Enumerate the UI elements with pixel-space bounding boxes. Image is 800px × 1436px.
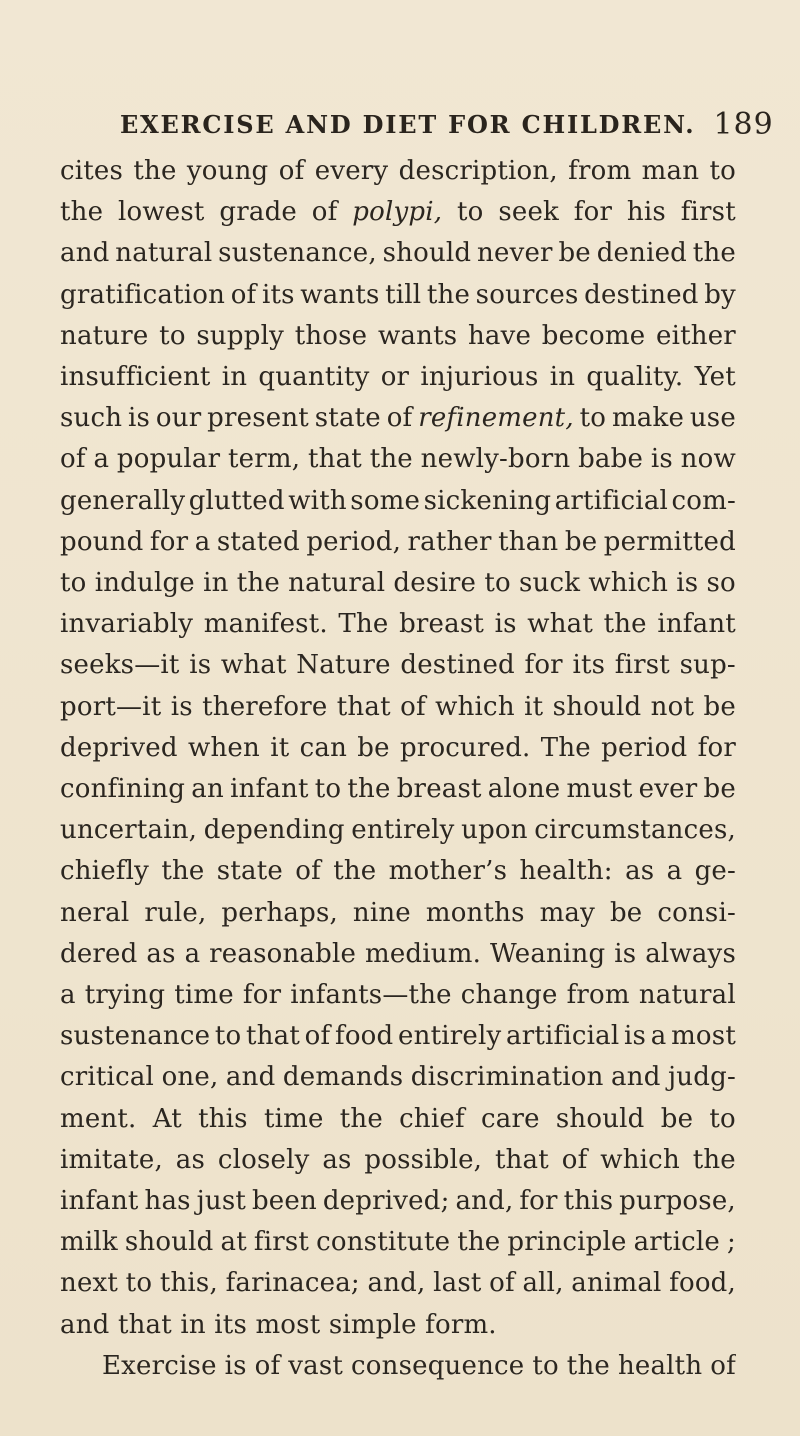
text-word: demands	[282, 1062, 404, 1093]
text-word: mother’s	[388, 856, 508, 887]
text-word: deprived	[60, 732, 178, 763]
text-word: At	[152, 1103, 182, 1134]
text-word: natural	[115, 238, 213, 269]
text-word: to	[214, 1021, 242, 1052]
text-word: time	[174, 980, 234, 1010]
text-word: supply	[196, 320, 284, 351]
text-word: so	[706, 568, 736, 598]
text-word: should	[382, 238, 472, 269]
text-word: first	[614, 650, 670, 681]
text-line	[60, 521, 736, 563]
text-word: have	[467, 320, 532, 351]
text-word: care	[480, 1103, 540, 1134]
text-word: article	[633, 1227, 720, 1258]
text-word: cites	[60, 156, 124, 186]
text-word: when	[188, 732, 260, 763]
text-word: to	[457, 197, 484, 228]
text-word: consi-	[657, 897, 736, 928]
text-word: to	[579, 403, 607, 434]
text-word: dered	[60, 938, 138, 969]
text-word: popular	[116, 444, 221, 475]
text-line	[60, 1221, 736, 1263]
text-word: last	[433, 1268, 482, 1299]
text-word: breast	[396, 774, 482, 804]
text-word: term,	[228, 444, 301, 475]
text-word: circumstances,	[534, 815, 736, 846]
text-line	[60, 397, 736, 439]
text-word: neral	[60, 897, 130, 928]
text-word: that	[246, 1021, 300, 1052]
text-word: in	[221, 362, 248, 392]
text-word: a	[60, 980, 76, 1010]
text-word: be	[703, 691, 736, 722]
text-word: the	[692, 1144, 736, 1175]
text-word: vast	[288, 1350, 344, 1381]
text-word: what	[527, 609, 593, 640]
text-word: at	[220, 1227, 247, 1258]
text-word: for	[242, 980, 282, 1010]
text-word: wants	[300, 279, 380, 310]
text-word: ge-	[694, 856, 736, 887]
text-word: perhaps,	[221, 897, 338, 928]
text-word: the	[603, 609, 647, 640]
text-word: of	[304, 1021, 331, 1052]
text-line: and that in its most simple form.	[60, 1309, 497, 1340]
text-word: next	[60, 1268, 119, 1299]
text-line	[60, 1056, 736, 1098]
text-word: to	[159, 320, 186, 351]
text-line	[60, 850, 736, 892]
text-line	[60, 1098, 736, 1140]
text-word: that	[494, 1144, 549, 1175]
text-word: indulge	[94, 568, 195, 598]
text-word: for	[697, 732, 736, 763]
text-word: closely	[217, 1144, 310, 1175]
text-word: or	[380, 362, 410, 392]
text-word: food	[335, 1021, 394, 1052]
text-word: should	[555, 1103, 645, 1134]
text-word: infant	[60, 1186, 139, 1216]
text-word: of	[230, 279, 257, 310]
text-word: nine	[352, 897, 411, 928]
text-word: critical	[60, 1062, 155, 1093]
text-word: young	[186, 156, 269, 186]
text-word: entirely	[398, 1021, 502, 1052]
text-word: to	[709, 156, 736, 186]
text-word: is	[494, 609, 517, 640]
text-line	[60, 150, 736, 192]
text-line	[60, 686, 736, 728]
text-word: injurious	[420, 362, 539, 392]
text-word: with	[288, 485, 347, 516]
text-word: seek	[498, 197, 559, 228]
text-word: natural	[638, 980, 736, 1010]
text-word: for	[524, 650, 563, 681]
text-word: procured.	[399, 732, 531, 763]
text-word: permitted	[603, 526, 736, 557]
text-line	[60, 480, 736, 522]
text-word: of	[254, 1350, 281, 1381]
text-word: imitate,	[60, 1144, 163, 1175]
text-word: of	[60, 444, 86, 475]
text-line	[60, 1139, 736, 1181]
text-word: purpose,	[619, 1186, 736, 1216]
text-word: farinacea;	[225, 1268, 360, 1299]
text-word: a	[93, 444, 110, 475]
text-word: should	[552, 691, 642, 722]
text-line	[60, 768, 736, 810]
text-word: denied	[596, 238, 688, 269]
text-word: medium.	[364, 938, 482, 969]
text-line	[102, 1345, 736, 1387]
text-word: possible,	[364, 1144, 483, 1175]
text-word: to	[532, 1350, 559, 1381]
text-word: ever	[638, 774, 698, 804]
text-word: the	[457, 1227, 501, 1258]
text-word: the	[161, 856, 205, 887]
text-word: animal	[571, 1268, 662, 1299]
text-word: be	[703, 774, 736, 804]
text-word: from	[566, 980, 630, 1010]
text-word: ment.	[60, 1103, 137, 1134]
text-word: Weaning	[489, 938, 606, 969]
text-word: health	[617, 1350, 703, 1381]
text-word: principle	[507, 1227, 627, 1258]
text-word: such	[60, 403, 123, 434]
text-word: which	[588, 568, 669, 598]
text-word: depending	[203, 815, 345, 846]
text-word: months	[425, 897, 525, 928]
text-word: upon	[461, 815, 528, 846]
text-word: manifest.	[203, 609, 328, 640]
text-word: is	[224, 1350, 247, 1381]
text-word: some	[350, 485, 421, 516]
text-word: either	[656, 320, 736, 351]
text-word: therefore	[202, 691, 328, 722]
text-word: from	[568, 156, 632, 186]
text-word: discrimination	[410, 1062, 604, 1093]
text-word: of	[710, 1350, 736, 1381]
text-word: the	[369, 444, 413, 475]
text-word: the	[347, 774, 391, 804]
text-word: The	[338, 609, 389, 640]
text-word: an	[191, 774, 224, 804]
text-word: judg-	[668, 1062, 736, 1093]
text-line	[60, 356, 736, 398]
text-word: natural	[288, 568, 386, 598]
text-word: desire	[393, 568, 477, 598]
text-line	[60, 644, 736, 686]
text-word: as	[322, 1144, 352, 1175]
text-word: and	[611, 1062, 661, 1093]
text-word: what	[220, 650, 287, 681]
text-word: to	[709, 1103, 736, 1134]
text-word: in	[549, 362, 576, 392]
text-word: invariably	[60, 609, 194, 640]
text-word: always	[645, 938, 736, 969]
text-word: first	[253, 1227, 310, 1258]
text-word: to	[314, 774, 342, 804]
text-word: this	[198, 1103, 248, 1134]
text-word: artificial	[554, 485, 669, 516]
text-word: sustenance,	[218, 238, 377, 269]
text-line	[60, 1262, 736, 1304]
text-word: the	[236, 568, 280, 598]
text-word: present	[207, 403, 309, 434]
text-word: the	[60, 197, 104, 228]
text-word: health:	[519, 856, 613, 887]
text-word: be	[609, 897, 643, 928]
text-word: of	[489, 1268, 515, 1299]
text-word: Yet	[694, 362, 736, 392]
text-word: not	[650, 691, 695, 722]
text-word: change	[460, 980, 558, 1010]
text-word: that	[336, 691, 391, 722]
text-word: as	[625, 856, 655, 887]
text-word: should	[124, 1227, 214, 1258]
text-word: his	[626, 197, 666, 228]
text-word: the	[566, 1350, 610, 1381]
text-word: a	[194, 526, 211, 557]
text-word: the	[692, 238, 736, 269]
text-word: it	[524, 691, 544, 722]
text-word: lowest	[117, 197, 205, 228]
text-word: its	[572, 650, 606, 681]
text-word: uncertain,	[60, 815, 198, 846]
text-word: newly-born	[420, 444, 571, 475]
text-line	[60, 232, 736, 274]
text-word: ;	[726, 1227, 736, 1258]
text-line	[60, 562, 736, 604]
text-word: period	[601, 732, 688, 763]
text-word: artificial	[506, 1021, 620, 1052]
text-word: description,	[398, 156, 558, 186]
text-word: chiefly	[60, 856, 150, 887]
text-word: the	[426, 279, 471, 310]
text-word: those	[294, 320, 368, 351]
text-word: for	[149, 526, 189, 557]
text-word: just	[196, 1186, 247, 1216]
text-word: the	[333, 856, 377, 887]
text-word: sickening	[423, 485, 552, 516]
text-word: constitute	[316, 1227, 451, 1258]
text-word: and	[60, 238, 110, 269]
text-word: stated	[216, 526, 300, 557]
text-line	[60, 1180, 736, 1222]
text-word: insufficient	[60, 362, 211, 392]
text-word: alone	[487, 774, 561, 804]
text-word: by	[704, 279, 736, 310]
text-word: never	[477, 238, 553, 269]
text-line	[60, 974, 736, 1016]
text-word: state	[216, 856, 283, 887]
text-word: its	[261, 279, 295, 310]
text-line	[60, 1015, 736, 1057]
text-word: consequence	[351, 1350, 525, 1381]
text-word: is	[624, 1021, 647, 1052]
text-word: rather	[407, 526, 492, 557]
text-word: which	[435, 691, 515, 722]
text-word: rule,	[144, 897, 207, 928]
text-word: which	[600, 1144, 680, 1175]
text-word: infants—the	[290, 980, 452, 1010]
text-word: deprived;	[322, 1186, 450, 1216]
text-line	[60, 191, 736, 233]
text-word: Nature	[296, 650, 391, 681]
text-word: use	[689, 403, 736, 434]
text-word: a	[666, 856, 683, 887]
text-word: and	[225, 1062, 276, 1093]
page-text	[0, 150, 800, 1381]
text-line	[60, 603, 736, 645]
text-word: grade	[219, 197, 297, 228]
text-word: babe	[578, 444, 644, 475]
text-line	[60, 809, 736, 851]
text-word: state	[314, 403, 381, 434]
running-head-title: EXERCISE AND DIET FOR CHILDREN.	[120, 109, 696, 139]
text-word: of	[400, 691, 426, 722]
text-word: and,	[455, 1186, 514, 1216]
text-word: been	[251, 1186, 317, 1216]
text-word: suck	[519, 568, 581, 598]
text-word: is	[170, 691, 193, 722]
text-word: be	[564, 526, 598, 557]
running-header	[120, 104, 774, 144]
text-word: quality.	[586, 362, 684, 392]
text-word: one,	[161, 1062, 219, 1093]
text-word: pound	[60, 526, 144, 557]
text-word: generally	[60, 485, 186, 516]
text-word: glutted	[188, 485, 285, 516]
text-word: a	[184, 938, 201, 969]
text-word: quantity	[258, 362, 370, 392]
text-word: destined	[400, 650, 515, 681]
text-word: time	[263, 1103, 324, 1134]
text-word: confining	[60, 774, 186, 804]
text-word: is	[676, 568, 699, 598]
text-word: com-	[671, 485, 736, 516]
text-word: be	[660, 1103, 694, 1134]
text-word: gratification	[60, 279, 226, 310]
text-word: than	[498, 526, 559, 557]
text-word: for	[573, 197, 613, 228]
text-word: make	[611, 403, 685, 434]
text-word: first	[680, 197, 736, 228]
text-line	[60, 438, 736, 480]
text-word: is	[189, 650, 212, 681]
text-word: may	[539, 897, 596, 928]
text-word: the	[133, 156, 177, 186]
text-line	[60, 933, 736, 975]
text-word: is	[128, 403, 151, 434]
text-word: to	[60, 568, 87, 598]
text-word: infant	[657, 609, 736, 640]
text-word: to	[484, 568, 511, 598]
text-word: must	[566, 774, 633, 804]
text-word: infant	[230, 774, 309, 804]
text-word: sup-	[679, 650, 736, 681]
text-word: as	[175, 1144, 206, 1175]
text-word: most	[671, 1021, 736, 1052]
text-word: be	[357, 732, 390, 763]
text-word: is	[614, 938, 637, 969]
text-word: all,	[522, 1268, 564, 1299]
text-word: of	[295, 856, 321, 887]
text-word: chief	[399, 1103, 465, 1134]
text-word: wants	[377, 320, 458, 351]
text-word: polypi,	[352, 197, 443, 228]
text-word: of	[311, 197, 338, 228]
text-word: has	[144, 1186, 191, 1216]
text-word: in	[203, 568, 229, 598]
text-word: man	[641, 156, 700, 186]
text-word: of	[386, 403, 413, 434]
text-word: seeks—it	[60, 650, 180, 681]
text-word: every	[314, 156, 389, 186]
text-word: be	[558, 238, 591, 269]
text-word: to	[125, 1268, 153, 1299]
text-line	[60, 315, 736, 357]
text-word: The	[540, 732, 591, 763]
text-word: for	[519, 1186, 558, 1216]
text-word: this	[563, 1186, 614, 1216]
text-word: a	[650, 1021, 667, 1052]
text-word: of	[278, 156, 305, 186]
text-word: reasonable	[209, 938, 357, 969]
text-word: this,	[159, 1268, 218, 1299]
text-word: can	[299, 732, 348, 763]
text-word: is	[650, 444, 673, 475]
text-word: our	[155, 403, 202, 434]
text-word: period,	[306, 526, 402, 557]
text-word: entirely	[351, 815, 455, 846]
text-word: breast	[399, 609, 485, 640]
text-line	[60, 727, 736, 769]
text-word: milk	[60, 1227, 118, 1258]
page-number: 189	[713, 106, 774, 142]
text-word: nature	[60, 320, 149, 351]
text-word: now	[680, 444, 736, 475]
text-word: become	[541, 320, 646, 351]
text-word: refinement,	[418, 403, 574, 434]
text-word: destined	[584, 279, 699, 310]
text-word: of	[561, 1144, 588, 1175]
text-word: the	[339, 1103, 383, 1134]
text-word: sources	[475, 279, 579, 310]
text-word: and,	[367, 1268, 426, 1299]
text-word: that	[307, 444, 362, 475]
text-word: sustenance	[60, 1021, 211, 1052]
text-word: it	[270, 732, 290, 763]
text-word: port—it	[60, 691, 162, 722]
text-line	[60, 892, 736, 934]
text-word: trying	[84, 980, 166, 1010]
text-word: Exercise	[102, 1350, 217, 1381]
text-word: till	[385, 279, 422, 310]
text-word: food,	[669, 1268, 736, 1299]
text-line	[60, 274, 736, 316]
text-word: as	[146, 938, 176, 969]
